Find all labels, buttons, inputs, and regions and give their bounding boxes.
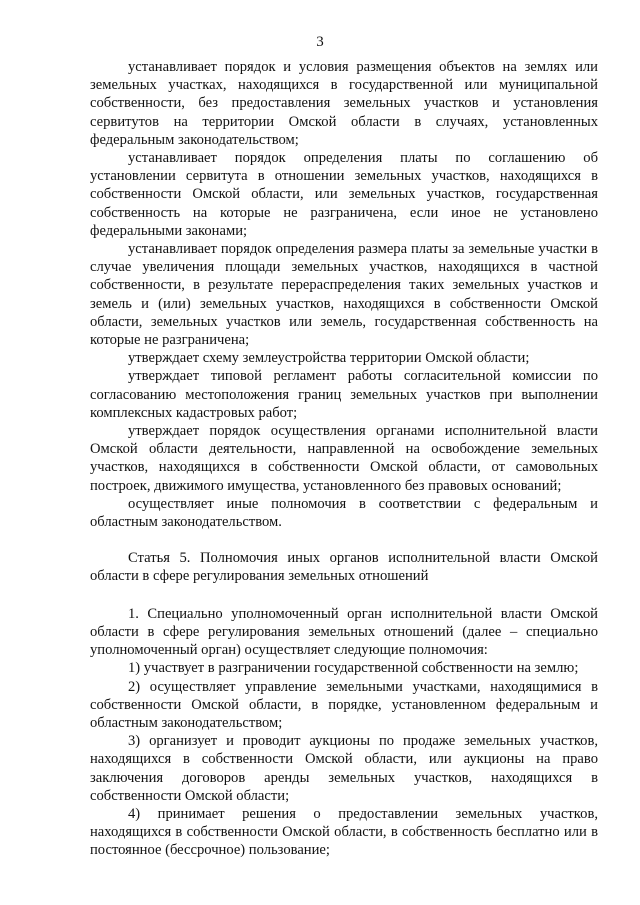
paragraph-servitude-fee: устанавливает порядок определения платы по соглашению об установлении сервитута в отношении земельных участков, находящихся в собственности Омской области, или земельных участков, государственная собственность на которые не разграничена, если иное не установлено федеральными законами; bbox=[90, 150, 598, 239]
paragraph-land-scheme: утверждает схему землеустройства территории Омской области; bbox=[128, 350, 530, 367]
paragraph-commission-regulation: утверждает типовой регламент работы согласительной комиссии по согласованию местоположения границ земельных участков при выполнении комплексных кадастровых работ; bbox=[90, 368, 598, 421]
article-5-item-3: 3) организует и проводит аукционы по продаже земельных участков, находящихся в собственности Омской области, или аукционы на право заключения договоров аренды земельных участков, находящихся в собственности Омской области; bbox=[90, 733, 598, 804]
paragraph-other-powers: осуществляет иные полномочия в соответствии с федеральным и областным законодательством. bbox=[90, 495, 598, 531]
article-5-item-1: 1) участвует в разграничении государственной собственности на землю; bbox=[128, 660, 579, 677]
article-5-clause-1: 1. Специально уполномоченный орган исполнительной власти Омской области в сфере регулирования земельных отношений (далее – специально уполномоченный орган) осуществляет следующие полномочия: bbox=[90, 605, 598, 659]
paragraph-placement-order: устанавливает порядок и условия размещения объектов на землях или земельных участках, находящихся в государственной или муниципальной собственности, без предоставления земельных участков и установления сервитутов на территории Омской области в случаях, установленных федеральным законодательством; bbox=[90, 59, 598, 148]
article-5-item-2: 2) осуществляет управление земельными участками, находящимися в собственности Омской области, в порядке, установленном федеральным и областным законодательством; bbox=[90, 678, 598, 731]
article-5-heading: Статья 5. Полномочия иных органов исполнительной власти Омской области в сфере регулирования земельных отношений bbox=[90, 550, 598, 585]
document-body bbox=[90, 58, 598, 860]
page-number: 3 bbox=[316, 34, 324, 50]
paragraph-redistribution-fee: устанавливает порядок определения размера платы за земельные участки в случае увеличения площади земельных участков, находящихся в частной собственности, в результате перераспределения таких земельных участков и земель и (или) земельных участков, находящихся в собственности Омской области, земельных участков или земель, государственная собственность на которые не разграничена; bbox=[90, 241, 598, 349]
paragraph-release-order: утверждает порядок осуществления органами исполнительной власти Омской области деятельности, направленной на освобождение земельных участков, находящихся в собственности Омской области, от самовольных построек, движимого имущества, установленного без правовых оснований; bbox=[90, 423, 598, 494]
article-5-item-4: 4) принимает решения о предоставлении земельных участков, находящихся в собственности Омской области, в собственность бесплатно или в постоянное (бессрочное) пользование; bbox=[90, 805, 598, 859]
